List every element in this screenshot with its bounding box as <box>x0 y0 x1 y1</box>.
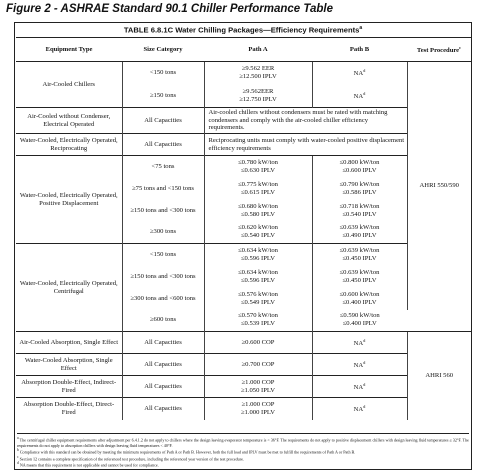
path-b-cell <box>312 332 407 354</box>
path-b-value: NA <box>353 405 364 413</box>
footnote-d <box>17 461 469 468</box>
path-a-line-2: ≤0.630 IPLV <box>240 166 276 174</box>
path-a-line-1: ≤0.680 kW/ton <box>238 202 278 210</box>
path-a-cell <box>204 310 312 332</box>
size-cell: ≥150 tons and <300 tons <box>122 266 204 288</box>
path-b-cell <box>312 310 407 332</box>
equipment-air-cooled-absorption: Air-Cooled Absorption, Single Effect <box>16 332 122 354</box>
table-row <box>16 354 471 376</box>
table-row <box>16 134 471 156</box>
table-title-text: TABLE 6.8.1C Water Chilling Packages—Efficiency Requirements <box>123 25 360 35</box>
table-row <box>16 398 471 420</box>
path-a-cell <box>204 244 312 266</box>
table-row <box>16 156 471 178</box>
path-a-cell <box>204 398 312 420</box>
header-test-procedure <box>407 38 471 62</box>
path-a-line-1: ≥9.562 EER <box>241 65 275 73</box>
size-cell: All Capacities <box>122 398 204 420</box>
path-b-cell <box>312 288 407 310</box>
footnote-mark: d <box>363 381 366 387</box>
path-a-line-1: ≤0.620 kW/ton <box>238 224 278 232</box>
path-b-cell <box>312 222 407 244</box>
path-b-line-2: ≤0.586 IPLV <box>342 188 377 196</box>
path-a-line-1: ≤0.780 kW/ton <box>238 158 278 166</box>
path-a-line-2: ≤0.615 IPLV <box>240 188 276 196</box>
footnote-d-text: NA means that this requirement is not applicable and cannot be used for compliance. <box>19 462 159 468</box>
equipment-air-cooled-chillers: Air-Cooled Chillers <box>16 62 122 108</box>
footnote-mark: d <box>363 359 366 365</box>
footnote-mark: d <box>363 337 366 343</box>
path-b-line-1: ≤0.790 kW/ton <box>339 180 380 188</box>
path-a-cell <box>204 85 312 108</box>
table-row <box>16 244 471 266</box>
path-b-value: NA <box>353 361 364 369</box>
path-b-value: NA <box>353 92 364 100</box>
path-b-line-1: ≤0.639 kW/ton <box>339 246 380 254</box>
footnote-d-mark: d <box>17 461 19 466</box>
path-a-line-2: ≤0.596 IPLV <box>240 276 276 284</box>
requirement-note: Air-cooled chillers without condensers must be rated with matching condensers and comply with the air-cooled chiller efficiency requirements. <box>204 108 407 134</box>
footnote-mark: d <box>363 90 366 96</box>
path-a-line-2: ≥1.000 IPLV <box>240 408 276 416</box>
size-cell: All Capacities <box>122 108 204 134</box>
size-cell: ≥150 tons and <300 tons <box>122 200 204 222</box>
path-a-line-1: ≥9.562EER <box>242 87 274 95</box>
footnote-c-mark: c <box>17 454 19 459</box>
footnote-mark: d <box>363 68 366 74</box>
path-b-value: NA <box>353 70 364 78</box>
size-cell: ≥600 tons <box>122 310 204 332</box>
path-b-line-1: ≤0.718 kW/ton <box>339 202 380 210</box>
path-a-line-1: ≥1.000 COP <box>241 378 275 386</box>
path-b-line-2: ≤0.490 IPLV <box>342 232 377 240</box>
test-procedure-absorption: AHRI 560 <box>407 332 471 420</box>
path-a-cell <box>204 266 312 288</box>
size-cell: ≥150 tons <box>122 85 204 108</box>
footnote-a-mark: a <box>17 436 19 441</box>
footnote-b-mark: b <box>17 448 19 453</box>
path-b-line-2: ≤0.450 IPLV <box>342 276 377 284</box>
path-a-cell <box>204 178 312 200</box>
path-b-line-1: ≤0.639 kW/ton <box>339 268 380 276</box>
path-a-cell: ≥0.700 COP <box>204 354 312 376</box>
path-b-line-1: ≤0.590 kW/ton <box>339 312 380 320</box>
path-b-cell <box>312 178 407 200</box>
size-cell: <150 tons <box>122 244 204 266</box>
path-b-cell <box>312 398 407 420</box>
size-cell: ≥300 tons and <600 tons <box>122 288 204 310</box>
path-b-cell <box>312 376 407 398</box>
table-title <box>15 25 471 35</box>
equipment-absorption-indirect: Absorption Double-Effect, Indirect-Fired <box>16 376 122 398</box>
equipment-water-cooled-centrifugal: Water-Cooled, Electrically Operated, Centrifugal <box>16 244 122 332</box>
size-cell: All Capacities <box>122 134 204 156</box>
footnote-c-text: Section 12 contains a complete specification of the referenced test procedure, including the referenced year version of the test procedure. <box>19 456 244 462</box>
equipment-water-cooled-positive-displacement: Water-Cooled, Electrically Operated, Positive Displacement <box>16 156 122 244</box>
footnote-b-text: Compliance with this standard can be obtained by meeting the minimum requirements of Path A or Path B. However, both the full load and IPLV must be met to fulfill the requirements of Path A or Path B. <box>19 449 356 455</box>
path-a-line-1: ≤0.570 kW/ton <box>238 312 278 320</box>
path-a-cell <box>204 200 312 222</box>
path-a-cell <box>204 376 312 398</box>
requirement-note: Reciprocating units must comply with water-cooled positive displacement efficiency requirements <box>204 134 407 156</box>
path-a-cell <box>204 222 312 244</box>
path-b-line-2: ≤0.400 IPLV <box>342 298 377 306</box>
footnote-mark: d <box>363 403 366 409</box>
table-title-footnote-mark: a <box>359 25 363 31</box>
test-procedure-electric: AHRI 550/590 <box>407 62 471 310</box>
footnote-a <box>17 436 469 448</box>
path-b-line-2: ≤0.600 IPLV <box>342 166 377 174</box>
table-footnotes <box>17 433 469 468</box>
path-b-value: NA <box>353 339 364 347</box>
path-a-line-2: ≤0.596 IPLV <box>240 254 276 262</box>
table-row <box>16 62 471 85</box>
header-equipment-type: Equipment Type <box>16 38 122 62</box>
size-cell: <75 tons <box>122 156 204 178</box>
header-test-procedure-text: Test Procedure <box>416 46 460 54</box>
path-a-line-2: ≥12.500 IPLV <box>239 73 277 81</box>
path-b-cell <box>312 354 407 376</box>
path-a-line-2: ≤0.540 IPLV <box>240 232 276 240</box>
path-a-line-2: ≤0.539 IPLV <box>240 320 276 328</box>
path-a-line-2: ≤0.580 IPLV <box>240 210 276 218</box>
table-row <box>16 108 471 134</box>
equipment-absorption-direct: Absorption Double-Effect, Direct-Fired <box>16 398 122 420</box>
path-b-line-2: ≤0.400 IPLV <box>342 320 377 328</box>
path-b-cell <box>312 266 407 288</box>
path-a-line-1: ≥1.000 COP <box>241 400 275 408</box>
path-a-line-2: ≥12.750 IPLV <box>239 95 277 103</box>
path-b-cell <box>312 62 407 85</box>
header-row <box>16 38 471 62</box>
figure-title: Figure 2 - ASHRAE Standard 90.1 Chiller Performance Table <box>6 3 333 15</box>
size-cell: All Capacities <box>122 376 204 398</box>
header-size-category: Size Category <box>122 38 204 62</box>
path-a-cell <box>204 62 312 85</box>
efficiency-table <box>16 37 471 420</box>
path-a-line-2: ≤0.549 IPLV <box>240 298 276 306</box>
path-b-line-2: ≤0.450 IPLV <box>342 254 377 262</box>
path-a-cell <box>204 156 312 178</box>
size-cell: All Capacities <box>122 332 204 354</box>
path-b-cell <box>312 244 407 266</box>
path-b-cell <box>312 200 407 222</box>
size-cell: <150 tons <box>122 62 204 85</box>
path-b-line-1: ≤0.639 kW/ton <box>339 224 380 232</box>
size-cell: All Capacities <box>122 354 204 376</box>
path-b-line-1: ≤0.800 kW/ton <box>339 158 380 166</box>
path-b-line-1: ≤0.600 kW/ton <box>339 290 380 298</box>
table-row <box>16 332 471 354</box>
table-frame <box>14 22 472 470</box>
equipment-water-cooled-reciprocating: Water-Cooled, Electrically Operated, Reciprocating <box>16 134 122 156</box>
path-b-cell <box>312 156 407 178</box>
footnote-c <box>17 455 469 462</box>
footnote-a-text: The centrifugal chiller equipment requirements after adjustment per 6.4.1.2 do not apply to chillers where the design leaving evaporator temperature is < 36°F. The requirements do not apply to positive displacement chillers with design leaving fluid temperatures ≤ 32°F. The requirements do not apply to absorption chillers with design leaving fluid temperatures < 40°F. <box>17 437 469 448</box>
path-b-value: NA <box>353 383 364 391</box>
size-cell: ≥300 tons <box>122 222 204 244</box>
equipment-air-cooled-without-condenser: Air-Cooled without Condenser, Electrical Operated <box>16 108 122 134</box>
path-a-cell: ≥0.600 COP <box>204 332 312 354</box>
table-row <box>16 376 471 398</box>
path-a-line-1: ≤0.634 kW/ton <box>238 246 278 254</box>
path-b-line-2: ≤0.540 IPLV <box>342 210 377 218</box>
header-path-a: Path A <box>204 38 312 62</box>
header-test-procedure-mark: c <box>459 44 462 50</box>
path-a-cell <box>204 288 312 310</box>
equipment-water-cooled-absorption: Water-Cooled Absorption, Single Effect <box>16 354 122 376</box>
path-a-line-1: ≤0.576 kW/ton <box>238 290 278 298</box>
path-a-line-2: ≥1.050 IPLV <box>240 386 276 394</box>
path-a-line-1: ≤0.634 kW/ton <box>238 268 278 276</box>
footnote-b <box>17 448 469 455</box>
path-b-cell <box>312 85 407 108</box>
header-path-b: Path B <box>312 38 407 62</box>
path-a-line-1: ≤0.775 kW/ton <box>238 180 278 188</box>
size-cell: ≥75 tons and <150 tons <box>122 178 204 200</box>
